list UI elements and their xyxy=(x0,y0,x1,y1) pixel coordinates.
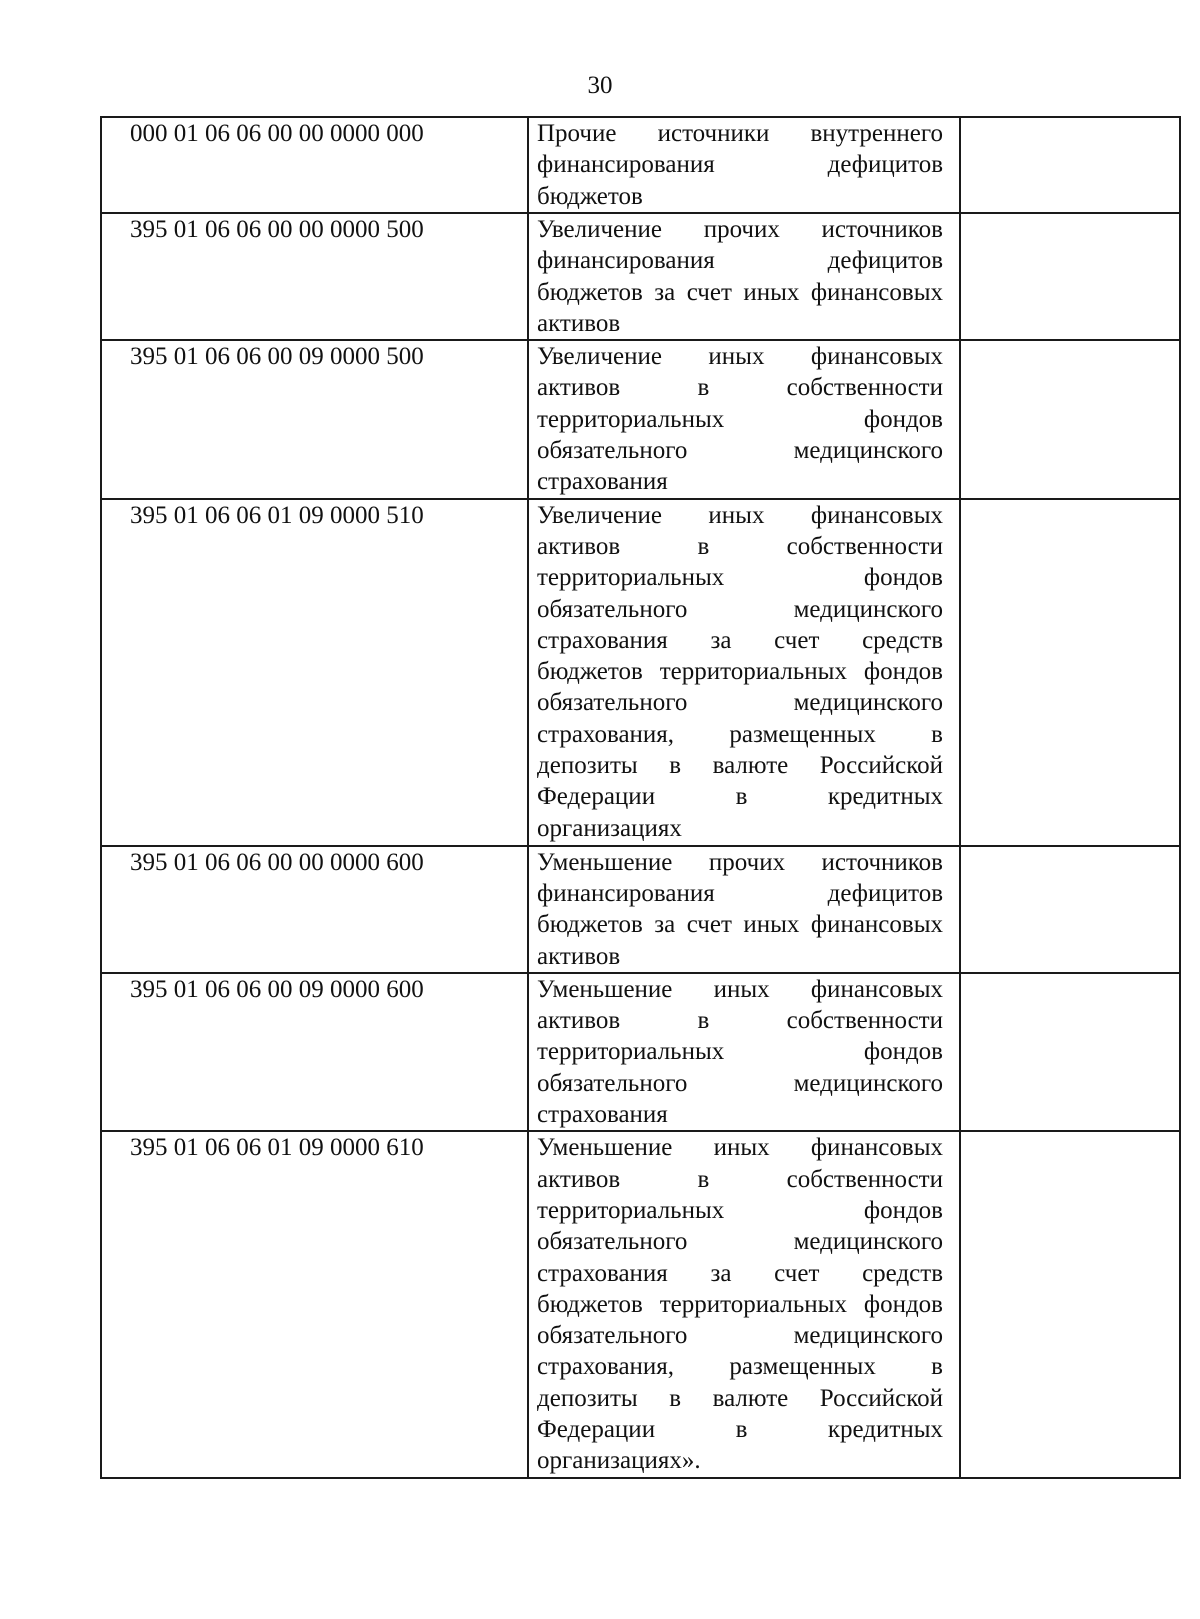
classification-code: 395 01 06 06 01 09 0000 510 xyxy=(101,499,528,846)
classification-code: 395 01 06 06 00 00 0000 500 xyxy=(101,213,528,340)
classification-code: 000 01 06 06 00 00 0000 000 xyxy=(101,117,528,213)
table-row xyxy=(101,117,1180,213)
classification-code: 395 01 06 06 00 09 0000 500 xyxy=(101,340,528,498)
source-name: Уменьшение иных финансовых активов в собственности территориальных фондов обязательного медицинского страхования xyxy=(528,973,960,1131)
page-number: 30 xyxy=(587,72,613,99)
budget-sources-table xyxy=(100,116,1181,1479)
table-row xyxy=(101,499,1180,846)
source-name: Прочие источники внутреннего финансирования дефицитов бюджетов xyxy=(528,117,960,213)
classification-code: 395 01 06 06 00 00 0000 600 xyxy=(101,846,528,973)
amount-cell xyxy=(960,1131,1180,1478)
source-name: Увеличение иных финансовых активов в собственности территориальных фондов обязательного медицинского страхования xyxy=(528,340,960,498)
amount-cell xyxy=(960,499,1180,846)
table-row xyxy=(101,1131,1180,1478)
table-row xyxy=(101,973,1180,1131)
classification-code: 395 01 06 06 01 09 0000 610 xyxy=(101,1131,528,1478)
source-name: Увеличение прочих источников финансирования дефицитов бюджетов за счет иных финансовых активов xyxy=(528,213,960,340)
table-row xyxy=(101,340,1180,498)
amount-cell xyxy=(960,846,1180,973)
table-row xyxy=(101,213,1180,340)
source-name: Уменьшение иных финансовых активов в собственности территориальных фондов обязательного медицинского страхования за счет средств бюджетов территориальных фондов обязательного медицинского страхования, размещенных в депозиты в валюте Российской Федерации в кредитных организациях». xyxy=(528,1131,960,1478)
amount-cell xyxy=(960,117,1180,213)
amount-cell xyxy=(960,973,1180,1131)
table-row xyxy=(101,846,1180,973)
classification-code: 395 01 06 06 00 09 0000 600 xyxy=(101,973,528,1131)
amount-cell xyxy=(960,213,1180,340)
source-name: Уменьшение прочих источников финансирования дефицитов бюджетов за счет иных финансовых активов xyxy=(528,846,960,973)
amount-cell xyxy=(960,340,1180,498)
source-name: Увеличение иных финансовых активов в собственности территориальных фондов обязательного медицинского страхования за счет средств бюджетов территориальных фондов обязательного медицинского страхования, размещенных в депозиты в валюте Российской Федерации в кредитных организациях xyxy=(528,499,960,846)
